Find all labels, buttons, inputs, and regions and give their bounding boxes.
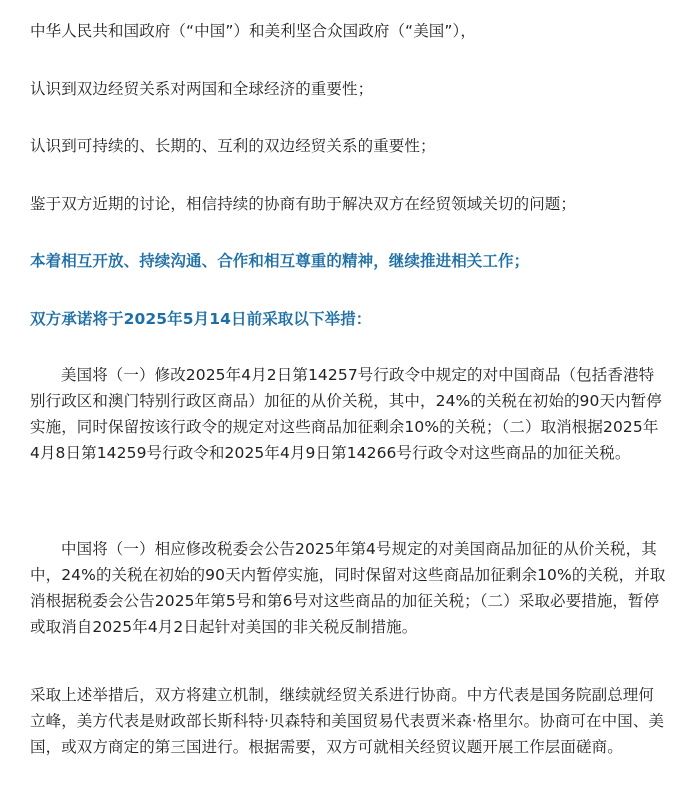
heading-commitment: 双方承诺将于2025年5月14日前采取以下举措： (30, 310, 372, 328)
heading-spirit: 本着相互开放、持续沟通、合作和相互尊重的精神，继续推进相关工作； (30, 252, 530, 270)
china-measures-paragraph: 中国将（一）相应修改税委会公告2025年第4号规定的对美国商品加征的从价关税，其中，24%的关税在初始的90天内暂停实施，同时保留对这些商品加征剩余10%的关税，并取消根据税委会公告2025年第5号和第6号对这些商品的加征关税；（二）采取必要措施，暂停或取消自2025年4月2日起针对美国的非关税反制措施。 (30, 540, 666, 636)
preamble-importance: 认识到双边经贸关系对两国和全球经济的重要性； (30, 80, 374, 98)
preamble-sustainable: 认识到可持续的、长期的、互利的双边经贸关系的重要性； (30, 137, 436, 155)
us-measures-paragraph: 美国将（一）修改2025年4月2日第14257号行政令中规定的对中国商品（包括香港特别行政区和澳门特别行政区商品）加征的从价关税，其中，24%的关税在初始的90天内暂停实施，同时保留按该行政令的规定对这些商品加征剩余10%的关税；（二）取消根据2025年4月8日第14259号行政令和2025年4月9日第14266号行政令对这些商品的加征关税。 (30, 366, 662, 462)
preamble-parties: 中华人民共和国政府（“中国”）和美利坚合众国政府（“美国”）， (30, 22, 476, 40)
preamble-discussion: 鉴于双方近期的讨论，相信持续的协商有助于解决双方在经贸领域关切的问题； (30, 195, 577, 213)
mechanism-paragraph: 采取上述举措后，双方将建立机制，继续就经贸关系进行协商。中方代表是国务院副总理何立峰，美方代表是财政部长斯科特·贝森特和美国贸易代表贾米森·格里尔。协商可在中国、美国，或双方商定的第三国进行。根据需要，双方可就相关经贸议题开展工作层面磋商。 (30, 686, 665, 756)
